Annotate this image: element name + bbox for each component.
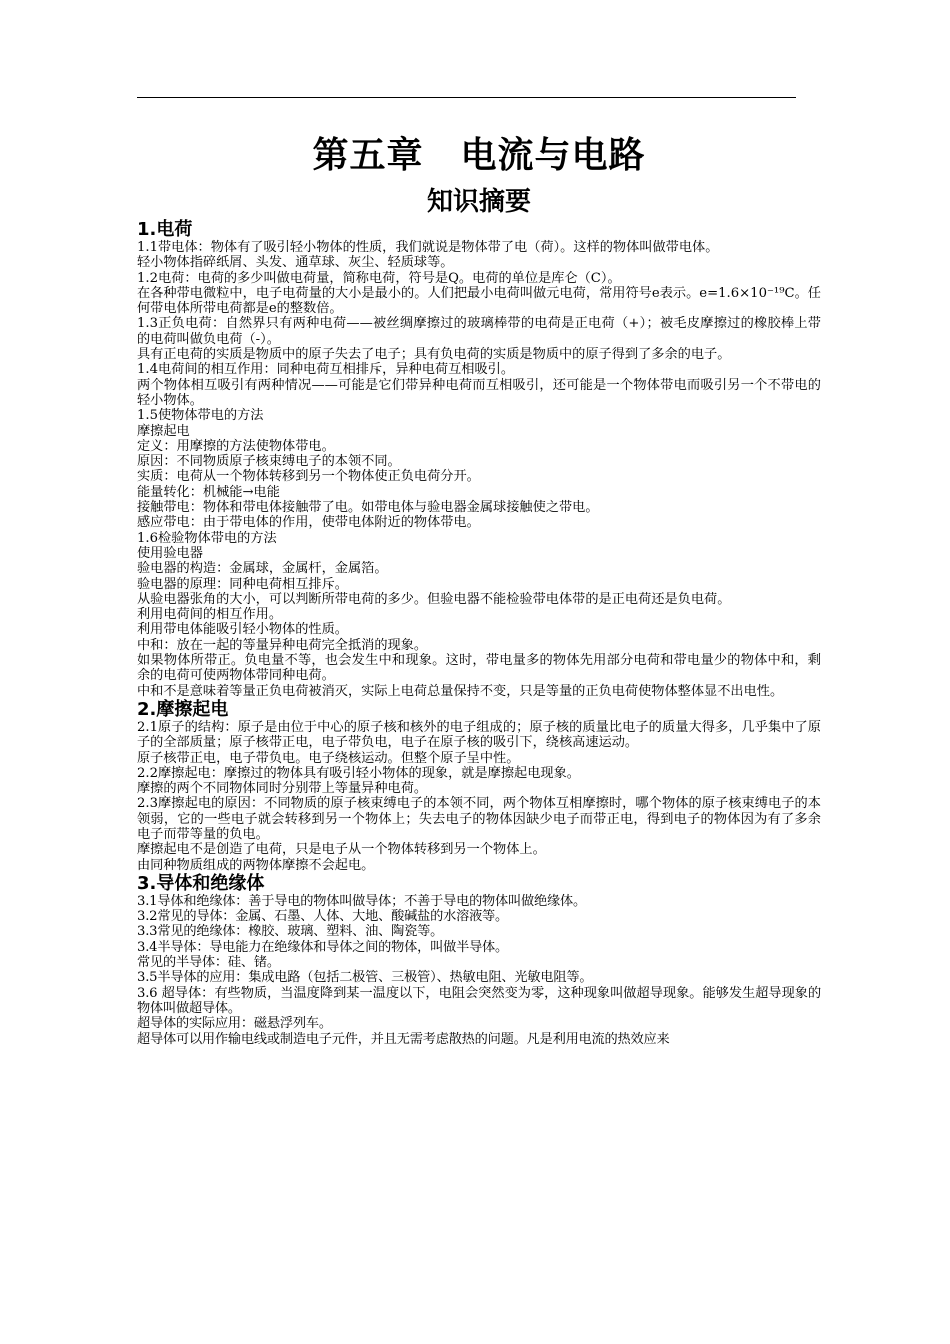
paragraph: 3.1导体和绝缘体：善于导电的物体叫做导体；不善于导电的物体叫做绝缘体。 <box>137 893 586 909</box>
paragraph: 1.2电荷：电荷的多少叫做电荷量，简称电荷，符号是Q。电荷的单位是库仑（C）。 <box>137 270 621 286</box>
section-heading: 1.电荷 <box>137 219 193 240</box>
paragraph: 3.4半导体：导电能力在绝缘体和导体之间的物体，叫做半导体。 <box>137 939 509 955</box>
chapter-title: 第五章 电流与电路 <box>312 135 646 176</box>
paragraph: 轻小物体指碎纸屑、头发、通草球、灰尘、轻质球等。 <box>137 255 454 271</box>
paragraph: 中和不是意味着等量正负电荷被消灭，实际上电荷总量保持不变，只是等量的正负电荷使物体整体显不出电性。 <box>137 683 784 699</box>
paragraph: 超导体可以用作输电线或制造电子元件，并且无需考虑散热的问题。凡是利用电流的热效应来 <box>137 1031 670 1047</box>
paragraph: 超导体的实际应用：磁悬浮列车。 <box>137 1016 332 1032</box>
paragraph: 1.4电荷间的相互作用：同种电荷互相排斥，异种电荷互相吸引。 <box>137 362 515 378</box>
paragraph: 实质：电荷从一个物体转移到另一个物体使正负电荷分开。 <box>137 469 480 485</box>
paragraph: 由同种物质组成的两物体摩擦不会起电。 <box>137 857 375 873</box>
section-heading: 3.导体和绝缘体 <box>137 872 265 894</box>
paragraph: 利用电荷间的相互作用。 <box>137 607 283 623</box>
section-heading: 2.摩擦起电 <box>137 698 229 720</box>
paragraph: 接触带电：物体和带电体接触带了电。如带电体与验电器金属球接触使之带电。 <box>137 500 599 516</box>
paragraph: 定义：用摩擦的方法使物体带电。 <box>137 438 335 454</box>
paragraph: 验电器的构造：金属球，金属杆，金属箔。 <box>137 561 388 577</box>
paragraph: 3.3常见的绝缘体：橡胶、玻璃、塑料、油、陶瓷等。 <box>137 924 444 940</box>
paragraph: 原子核带正电，电子带负电。电子绕核运动。但整个原子呈中性。 <box>137 750 520 766</box>
section-friction <box>137 699 821 873</box>
paragraph: 2.2摩擦起电：摩擦过的物体具有吸引轻小物体的现象，就是摩擦起电现象。 <box>137 765 580 781</box>
section-conductors <box>137 873 821 1047</box>
paragraph: 使用验电器 <box>137 545 203 561</box>
paragraph: 1.3正负电荷：自然界只有两种电荷——被丝绸摩擦过的玻璃棒带的电荷是正电荷（+）；被毛皮摩擦过的橡胶棒上带的电荷叫做负电荷（-）。 <box>137 316 821 347</box>
paragraph: 如果物体所带正。负电量不等，也会发生中和现象。这时，带电量多的物体先用部分电荷和带电量少的物体中和，剩余的电荷可使两物体带同种电荷。 <box>137 653 821 684</box>
paragraph: 3.2常见的导体：金属、石墨、人体、大地、酸碱盐的水溶液等。 <box>137 909 509 925</box>
paragraph: 1.5使物体带电的方法 <box>137 408 264 424</box>
paragraph: 摩擦起电 <box>137 423 190 439</box>
header-rule <box>137 97 796 98</box>
document-body <box>137 131 821 1047</box>
paragraph: 两个物体相互吸引有两种情况——可能是它们带异种电荷而互相吸引，还可能是一个物体带电而吸引另一个不带电的轻小物体。 <box>137 377 821 408</box>
paragraph: 2.1原子的结构：原子是由位于中心的原子核和核外的电子组成的；原子核的质量比电子的质量大得多，几乎集中了原子的全部质量；原子核带正电，电子带负电，电子在原子核的吸引下，绕核高速运动。 <box>137 719 821 751</box>
paragraph: 验电器的原理：同种电荷相互排斥。 <box>137 576 348 592</box>
paragraph: 在各种带电微粒中，电子电荷量的大小是最小的。人们把最小电荷叫做元电荷，常用符号e表示。e=1.6×10⁻¹⁹C。任何带电体所带电荷都是e的整数倍。 <box>137 285 821 317</box>
section-subtitle: 知识摘要 <box>426 187 531 217</box>
paragraph: 2.3摩擦起电的原因：不同物质的原子核束缚电子的本领不同，两个物体互相摩擦时，哪个物体的原子核束缚电子的本领弱，它的一些电子就会转移到另一个物体上；失去电子的物体因缺少电子而带正电，得到电子的物体因为有了多余电子而带等量的负电。 <box>137 796 821 842</box>
paragraph: 1.1带电体：物体有了吸引轻小物体的性质，我们就说是物体带了电（荷）。这样的物体叫做带电体。 <box>137 240 719 255</box>
paragraph: 常见的半导体：硅、锗。 <box>137 955 280 971</box>
paragraph: 利用带电体能吸引轻小物体的性质。 <box>137 622 348 638</box>
paragraph: 感应带电：由于带电体的作用，使带电体附近的物体带电。 <box>137 515 480 531</box>
paragraph: 摩擦的两个不同物体同时分别带上等量异种电荷。 <box>137 781 428 797</box>
paragraph: 3.5半导体的应用：集成电路（包括二极管、三极管）、热敏电阻、光敏电阻等。 <box>137 970 593 986</box>
paragraph: 具有正电荷的实质是物质中的原子失去了电子；具有负电荷的实质是物质中的原子得到了多余的电子。 <box>137 347 731 363</box>
section-charge <box>137 219 821 699</box>
paragraph: 能量转化：机械能→电能 <box>137 484 280 500</box>
paragraph: 从验电器张角的大小，可以判断所带电荷的多少。但验电器不能检验带电体带的是正电荷还是负电荷。 <box>137 591 731 607</box>
paragraph: 摩擦起电不是创造了电荷，只是电子从一个物体转移到另一个物体上。 <box>137 842 546 858</box>
paragraph: 3.6 超导体：有些物质，当温度降到某一温度以下，电阻会突然变为零，这种现象叫做超导现象。能够发生超导现象的物体叫做超导体。 <box>137 985 821 1016</box>
paragraph: 中和：放在一起的等量异种电荷完全抵消的现象。 <box>137 637 428 653</box>
paragraph: 1.6检验物体带电的方法 <box>137 530 277 546</box>
paragraph: 原因：不同物质原子核束缚电子的本领不同。 <box>137 454 401 470</box>
